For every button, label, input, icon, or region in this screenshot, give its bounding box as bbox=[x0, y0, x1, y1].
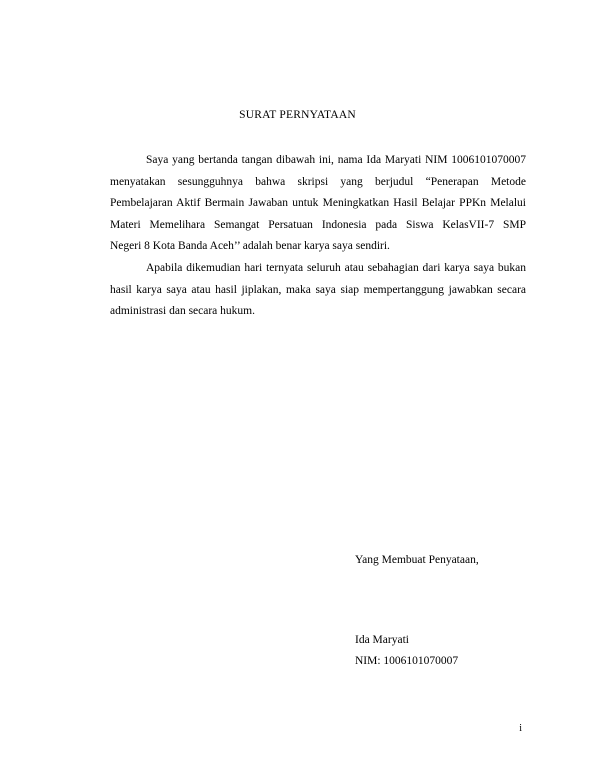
signature-identity-block bbox=[355, 630, 458, 672]
paragraph-line: Saya yang bertanda tangan dibawah ini, nama Ida Maryati NIM 1006101070007 bbox=[146, 154, 526, 166]
signer-nim: NIM: 1006101070007 bbox=[355, 655, 459, 667]
paragraph-line: administrasi dan secara hukum. bbox=[110, 305, 255, 318]
document-title: SURAT PERNYATAAN bbox=[239, 109, 356, 121]
signature-closing: Yang Membuat Penyataan, bbox=[355, 554, 479, 566]
signature-closing-block bbox=[355, 550, 479, 571]
signer-name: Ida Maryati bbox=[355, 634, 409, 646]
paragraph-line: Materi Memelihara Semangat Persatuan Indonesia pada Siswa KelasVII-7 SMP bbox=[110, 218, 526, 231]
paragraph-line: Pembelajaran Aktif Bermain Jawaban untuk Meningkatkan Hasil Belajar PPKn Melalui bbox=[110, 197, 526, 210]
paragraph-line: hasil karya saya atau hasil jiplakan, maka saya siap mempertanggung jawabkan secara bbox=[110, 283, 526, 296]
statement-paragraph-2 bbox=[110, 258, 526, 323]
paragraph-line: Apabila dikemudian hari ternyata seluruh atau sebahagian dari karya saya bukan bbox=[146, 261, 526, 274]
page-number: i bbox=[519, 723, 522, 734]
statement-body bbox=[110, 150, 526, 323]
statement-paragraph-1 bbox=[110, 150, 526, 258]
paragraph-line: Negeri 8 Kota Banda Aceh’’ adalah benar karya saya sendiri. bbox=[110, 240, 390, 253]
paragraph-line: menyatakan sesungguhnya bahwa skripsi yang berjudul “Penerapan Metode bbox=[110, 175, 526, 188]
